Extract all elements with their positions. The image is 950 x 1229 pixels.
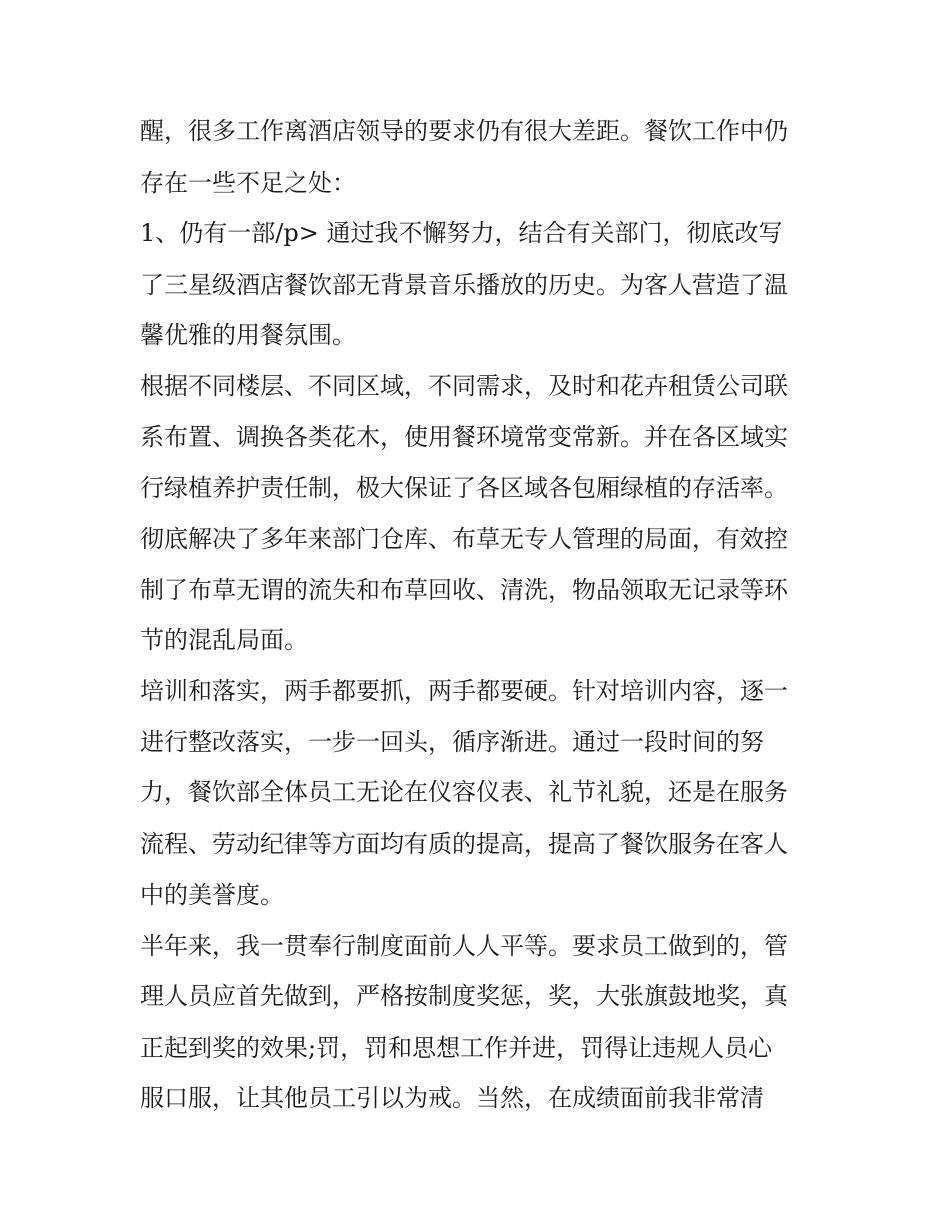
text-line: 存在一些不足之处： [140, 169, 356, 197]
text-line: 中的美誉度。 [140, 881, 284, 909]
text-line: 行绿植养护责任制，极大保证了各区域各包厢绿植的存活率。 [140, 474, 788, 502]
text-line: 半年来，我一贯奉行制度面前人人平等。要求员工做到的，管 [140, 932, 788, 960]
text-line: 培训和落实，两手都要抓，两手都要硬。针对培训内容，逐一 [140, 677, 788, 705]
text-line: 节的混乱局面。 [140, 626, 308, 654]
text-line: 理人员应首先做到，严格按制度奖惩，奖，大张旗鼓地奖，真 [140, 982, 788, 1010]
text-line: 了三星级酒店餐饮部无背景音乐播放的历史。为客人营造了温 [140, 271, 788, 299]
text-line: 醒，很多工作离酒店领导的要求仍有很大差距。餐饮工作中仍 [140, 117, 788, 145]
text-line: 流程、劳动纪律等方面均有质的提高，提高了餐饮服务在客人 [140, 830, 788, 858]
text-line: 馨优雅的用餐氛围。 [140, 321, 356, 349]
text-line: 进行整改落实，一步一回头，循序渐进。通过一段时间的努 [140, 728, 764, 756]
text-line: 根据不同楼层、不同区域，不同需求，及时和花卉租赁公司联 [140, 372, 788, 400]
text-line: 制了布草无谓的流失和布草回收、清洗，物品领取无记录等环 [140, 576, 788, 604]
text-line: 彻底解决了多年来部门仓库、布草无专人管理的局面，有效控 [140, 525, 788, 553]
text-line: 服口服，让其他员工引以为戒。当然，在成绩面前我非常清 [140, 1084, 764, 1112]
text-line: 力，餐饮部全体员工无论在仪容仪表、礼节礼貌，还是在服务 [140, 778, 788, 806]
text-line: 正起到奖的效果;罚，罚和思想工作并进，罚得让违规人员心 [140, 1034, 773, 1062]
text-line: 系布置、调换各类花木，使用餐环境常变常新。并在各区域实 [140, 423, 788, 451]
text-line: 1、仍有一部/p> 通过我不懈努力，结合有关部门，彻底改写 [140, 219, 783, 247]
